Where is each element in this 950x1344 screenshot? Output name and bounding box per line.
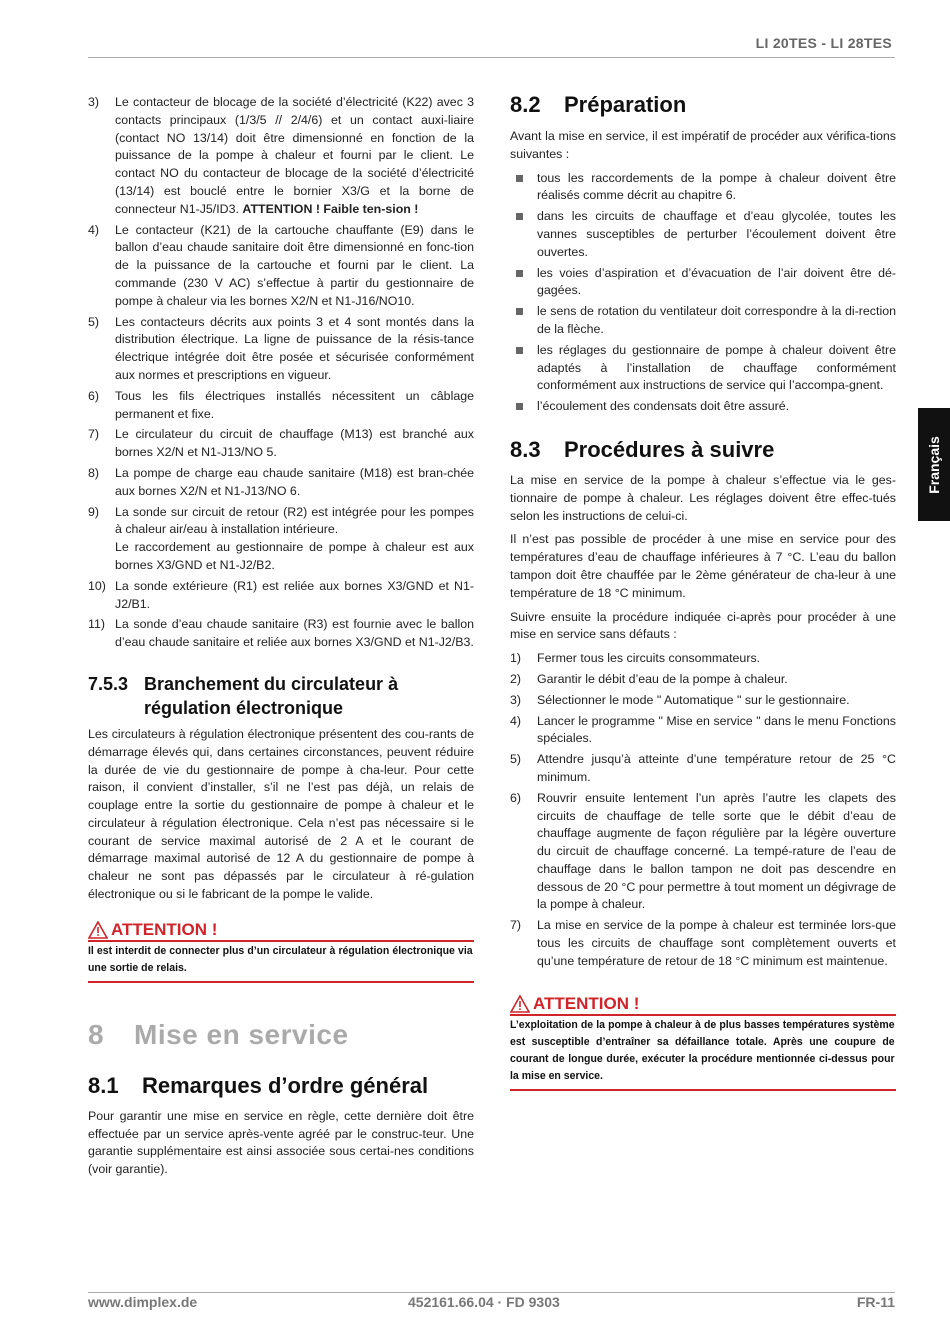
language-tab-label: Français bbox=[926, 435, 942, 494]
list-item: 11) La sonde d’eau chaude sanitaire (R3) est fournie avec le ballon d’eau chaude sanitaire et reliée aux bornes X3/GND et N1-J2/B3. bbox=[88, 617, 474, 650]
section-heading-7-5-3: 7.5.3 Branchement du circulateur à régulation électronique bbox=[88, 673, 399, 718]
right-column bbox=[510, 92, 896, 1091]
list-item: 2) Garantir le débit d’eau de la pompe à chaleur. bbox=[510, 671, 788, 686]
attention-heading: ATTENTION ! bbox=[111, 919, 218, 939]
warning-icon bbox=[88, 921, 108, 939]
bullet-square-icon bbox=[516, 213, 523, 220]
list-item: 6) Rouvrir ensuite lentement l’un après l’autre les clapets des circuits de chauffage de telle sorte que le débit d’eau de chauffage augmente de façon régulière par la légère ouverture du circuit de chauffage concerné. La tempé-rature de l’eau de chauffage dans le ballon tampon ne doit pas descendre en dessous de 20 °C pour permettre à tout moment un dégivrage de la pompe à chaleur. bbox=[510, 790, 896, 912]
list-item: 7) La mise en service de la pompe à chaleur est terminée lors-que tous les circuits de chauffage sont complètement ouverts et qu’une température de retour de 18 °C minimum est maintenue. bbox=[510, 918, 896, 968]
left-column bbox=[88, 94, 474, 1185]
footer-rule bbox=[88, 1292, 895, 1293]
attention-box bbox=[88, 920, 474, 983]
list-item: 4) Lancer le programme " Mise en service " dans le menu Fonctions spéciales. bbox=[510, 713, 896, 746]
paragraph-8-3-c: Suivre ensuite la procédure indiquée ci-après pour procéder à une mise en service sans défauts : bbox=[510, 609, 896, 642]
list-item: 7) Le circulateur du circuit de chauffage (M13) est branché aux bornes X2/N et N1-J13/NO 5. bbox=[88, 427, 474, 460]
checklist bbox=[510, 170, 896, 416]
header-rule bbox=[88, 57, 895, 58]
list-item: le sens de rotation du ventilateur doit correspondre à la di-rection de la flèche. bbox=[510, 303, 896, 339]
attention-text: L’exploitation de la pompe à chaleur à de plus basses températures système est susceptible d’entraîner sa défaillance totale. Après une coupure de courant de longue durée, exécuter la procédure mentionnée ci-dessus pour la mise en service. bbox=[510, 1018, 895, 1082]
list-item: 1) Fermer tous les circuits consommateurs. bbox=[510, 651, 761, 666]
bullet-square-icon bbox=[516, 403, 523, 410]
list-item: les voies d’aspiration et d’évacuation de l’air doivent être dé-gagées. bbox=[510, 265, 896, 301]
list-item: 4) Le contacteur (K21) de la cartouche chauffante (E9) dans le ballon d’eau chaude sanitaire doit être dimensionné en fonc-tion de la puissance de la cartouche et fourni par le client. La commande (230 V AC) s’effectue à partir du gestionnaire de pompe à chaleur via les bornes X2/N et N1-J16/NO10. bbox=[88, 222, 474, 308]
section-heading-8-1: 8.1 Remarques d’ordre général bbox=[88, 1072, 429, 1098]
attention-text: Il est interdit de connecter plus d’un circulateur à régulation électronique via une sortie de relais. bbox=[88, 944, 473, 974]
wiring-list bbox=[88, 94, 474, 652]
section-heading-8-3: 8.3 Procédures à suivre bbox=[510, 436, 775, 462]
footer-website: www.dimplex.de bbox=[88, 1294, 198, 1310]
paragraph-8-2: Avant la mise en service, il est impératif de procéder aux vérifica-tions suivantes : bbox=[510, 129, 896, 161]
page-header-title: LI 20TES - LI 28TES bbox=[755, 35, 892, 51]
attention-box bbox=[510, 994, 896, 1091]
list-item: 9) La sonde sur circuit de retour (R2) est intégrée pour les pompes à chaleur air/eau à installation intérieure. Le raccordement au gestionnaire de pompe à chaleur est aux bornes X3/GND et N1-J2/B2. bbox=[88, 504, 474, 572]
list-item: 10) La sonde extérieure (R1) est reliée aux bornes X3/GND et N1-J2/B1. bbox=[88, 578, 474, 611]
list-item: 3) Le contacteur de blocage de la société d’électricité (K22) avec 3 contacts principaux (1/3/5 // 2/4/6) et un contact auxi-liaire (contact NO 13/14) doit être dimensionné en fonction de la puissance de la pompe à chaleur et fourni par le client. Le contact NO du contacteur de blocage de la société d’électricité (13/14) est bouclé entre le bornier X3/G et la borne de connecteur N1-J5/ID3. ATTENTION ! Faible ten-sion ! bbox=[88, 95, 474, 216]
section-heading-8-2: 8.2 Préparation bbox=[510, 92, 687, 117]
chapter-heading: 8 Mise en service bbox=[88, 1018, 349, 1050]
list-item: les réglages du gestionnaire de pompe à chaleur doivent être adaptés à l’installation de chauffage conformément conformément aux instructions de service qui l’accompa-gnent. bbox=[510, 342, 896, 395]
list-item: dans les circuits de chauffage et d’eau glycolée, toutes les vannes susceptibles de perturber l’écoulement doivent être ouvertes. bbox=[510, 208, 896, 261]
list-item: 8) La pompe de charge eau chaude sanitaire (M18) est bran-chée aux bornes X2/N et N1-J13/NO 6. bbox=[88, 465, 474, 498]
bullet-square-icon bbox=[516, 308, 523, 315]
bullet-square-icon bbox=[516, 347, 523, 354]
footer-page-number: FR-11 bbox=[856, 1294, 895, 1310]
language-tab bbox=[918, 408, 950, 521]
bullet-square-icon bbox=[516, 270, 523, 277]
list-item: tous les raccordements de la pompe à chaleur doivent être réalisés comme décrit au chapitre 6. bbox=[510, 170, 896, 206]
footer-doc-number: 452161.66.04 · FD 9303 bbox=[408, 1294, 560, 1310]
list-item: 5) Les contacteurs décrits aux points 3 et 4 sont montés dans la distribution électrique. La ligne de puissance de la résis-tance électrique intégrée doit être posée et sécurisée conformément aux normes et prescriptions en vigueur. bbox=[88, 314, 474, 382]
paragraph-8-3-a: La mise en service de la pompe à chaleur s’effectue via le ges-tionnaire de pompe à chaleur. Les réglages doivent être effec-tués selon les instructions de celui-ci. bbox=[510, 472, 896, 523]
list-item: 3) Sélectionner le mode " Automatique " sur le gestionnaire. bbox=[510, 692, 850, 707]
attention-heading: ATTENTION ! bbox=[533, 993, 640, 1013]
list-item: 5) Attendre jusqu’à atteinte d’une température retour de 25 °C minimum. bbox=[510, 752, 896, 784]
paragraph-7-5-3: Les circulateurs à régulation électronique présentent des cou-rants de démarrage élevés qui, dans certaines circonstances, peuvent réduire la durée de vie du gestionnaire de pompe à cha-leur. Pour cette raison, il convient d’installer, s’il ne l’est pas déjà, un relais de couplage entre la sortie du gestionnaire de pompe à chaleur et le circulateur à régulation électronique. Cela n’est pas nécessaire si le courant de service maximal autorisé de 2 A et le courant de démarrage maximal autorisé de 12 A du gestionnaire de pompe à chaleur ne sont pas dépassés par le circulateur à ré-gulation électronique ou si le fabricant de la pompe le valide. bbox=[88, 726, 474, 902]
paragraph-8-1: Pour garantir une mise en service en règle, cette dernière doit être effectuée par un service après-vente agréé par le construc-teur. Une garantie supplémentaire est ainsi associée sous certai-nes conditions (voir garantie). bbox=[88, 1108, 474, 1177]
warning-icon bbox=[510, 995, 530, 1013]
bullet-square-icon bbox=[516, 175, 523, 182]
paragraph-8-3-b: Il n’est pas possible de procéder à une mise en service pour des températures d’eau de chauffage inférieures à 7 °C. L’eau du ballon tampon doit être chauffée par le 2ème générateur de cha-leur à une température de 18 °C minimum. bbox=[510, 532, 896, 600]
list-item: 6) Tous les fils électriques installés nécessitent un câblage permanent et fixe. bbox=[88, 388, 474, 421]
list-item: l’écoulement des condensats doit être assuré. bbox=[510, 398, 896, 416]
procedure-steps bbox=[510, 650, 896, 971]
